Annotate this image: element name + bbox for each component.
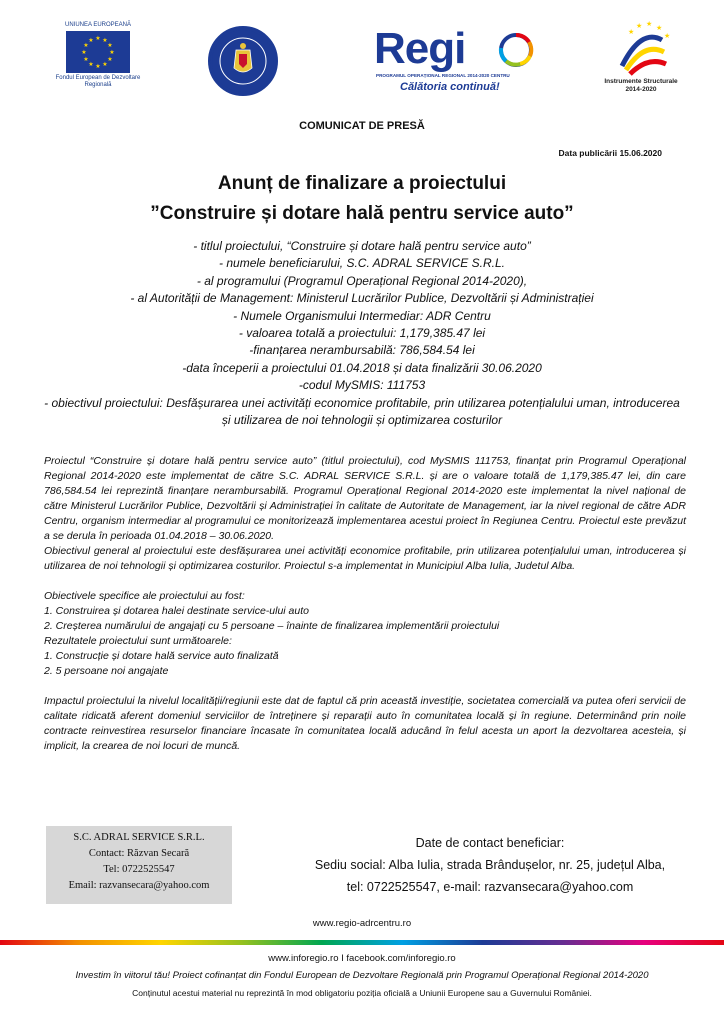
summary-item: - obiectivul proiectului: Desfășurarea unei activități economice profitabile, prin utilizarea potențialului uman, introducerea și utilizarea de noi tehnologii și optimizarea costurilor: [44, 395, 680, 428]
beneficiary-contact-heading: Date de contact beneficiar:: [415, 836, 565, 850]
press-release-label: COMUNICAT DE PRESĂ: [299, 120, 425, 132]
svg-text:★: ★: [102, 37, 108, 44]
objective-item: 2. Creșterea numărului de angajați cu 5 persoane – înainte de finalizarea implementării proiectului: [44, 620, 500, 632]
beneficiary-phone-email: tel: 0722525547, e-mail: razvansecara@yahoo.com: [346, 880, 634, 894]
structural-instruments-logo: [596, 18, 686, 98]
svg-text:★: ★: [83, 42, 89, 49]
svg-text:★: ★: [109, 49, 115, 56]
regio-slogan: Călătoria continuă!: [400, 81, 500, 93]
summary-item: - numele beneficiarului, S.C. ADRAL SERVICE S.R.L.: [219, 256, 505, 271]
summary-item: - valoarea totală a proiectului: 1,179,385.47 lei: [238, 326, 486, 341]
beneficiary-address: Sediu social: Alba Iulia, strada Brândușelor, nr. 25, județul Alba,: [314, 858, 666, 872]
objectives-heading: Obiectivele specifice ale proiectului au fost:: [44, 590, 245, 602]
body-paragraph-3: Impactul proiectului la nivelul localității/regiunii este dat de faptul că prin această investiție, societatea comercială va putea oferi servicii de calitate ridicată aferent domeniul serviciilor de întreținere și reparații auto în comunitatea locală și în regiune. Determinând prin noile contracte reinvestirea resurselor financiare încasate în comunitatea locală aducând în felul acesta un aport la dezvoltarea acesteia, și implicit, la crearea de noi locuri de muncă.: [44, 695, 686, 752]
regio-wordmark: Regi: [374, 24, 466, 73]
svg-text:★: ★: [636, 22, 643, 30]
svg-text:★: ★: [81, 49, 87, 56]
eu-fund-text: Fondul European de Dezvoltare Regională: [55, 75, 141, 88]
regio-website-link[interactable]: www.regio-adrcentru.ro: [312, 918, 412, 929]
body-paragraph-1: Proiectul “Construire și dotare hală pentru service auto” (titlul proiectului), cod MySMIS 111753, finanțat prin Programul Operațional Regional 2014-2020 este implementat de către S.C. ADRAL SERVICE S.R.L. și are o valoare totală de 1,179,385.47 lei, din care 786,584.54 lei reprezintă finanțare nerambursabilă. Programul Operațional Regional 2014-2020 este implementat la nivel național de către Ministerul Lucrărilor Publice, Dezvoltării și Administrației în calitate de Autoritate de Management, iar la nivel regional de către ADR Centru, organism intermediar al programului ce monitorizează implementarea acestui proiect în Regiunea Centru. Proiectul este prevăzut a se derula în perioada 01.04.2018 – 30.06.2020.: [44, 455, 686, 542]
project-summary-list: [40, 238, 684, 429]
eu-logo-top-text: UNIUNEA EUROPEANĂ: [64, 22, 131, 28]
svg-text:★: ★: [646, 20, 653, 28]
contact-company: S.C. ADRAL SERVICE S.R.L.: [73, 832, 205, 843]
summary-item: - titlul proiectului, “Construire și dotare hală pentru service auto”: [193, 239, 531, 253]
structural-instruments-icon: [596, 18, 686, 78]
svg-text:★: ★: [107, 56, 113, 63]
result-item: 1. Construcție și dotare hală service auto finalizată: [44, 650, 279, 662]
svg-text:★: ★: [83, 56, 89, 63]
svg-text:★: ★: [88, 61, 94, 68]
footer-color-bar: [0, 940, 724, 945]
body-text: [44, 454, 686, 754]
results-heading: Rezultatele proiectului sunt următoarele:: [44, 635, 232, 647]
summary-item: - al Autorității de Management: Ministerul Lucrărilor Publice, Dezvoltării și Administrației: [130, 291, 594, 306]
summary-item: - Numele Organismului Intermediar: ADR Centru: [233, 308, 491, 323]
regio-logo: [372, 26, 542, 96]
structural-instruments-caption: Instrumente Structurale 2014-2020: [604, 78, 678, 93]
regio-colorwheel-icon: [498, 32, 534, 68]
summary-item: -data începerii a proiectului 01.04.2018 și data finalizării 30.06.2020: [182, 360, 542, 375]
inforegio-links[interactable]: www.inforegio.ro I facebook.com/inforegio.ro: [268, 953, 456, 964]
publication-date: Data publicării 15.06.2020: [558, 148, 662, 158]
svg-text:★: ★: [656, 24, 663, 32]
summary-item: - al programului (Programul Operațional Regional 2014-2020),: [196, 273, 528, 288]
svg-text:★: ★: [628, 28, 635, 36]
svg-text:★: ★: [107, 42, 113, 49]
title-line-1: Anunț de finalizare a proiectului: [217, 173, 507, 194]
summary-item: -codul MySMIS: 111753: [298, 378, 426, 393]
objective-item: 1. Construirea și dotarea halei destinate service-ului auto: [44, 605, 309, 617]
contact-phone: Tel: 0722525547: [103, 864, 175, 875]
beneficiary-contact: [280, 832, 700, 898]
result-item: 2. 5 persoane noi angajate: [44, 665, 169, 677]
svg-text:★: ★: [95, 35, 101, 42]
eu-flag-icon: [66, 31, 130, 73]
summary-item: -finanțarea nerambursabilă: 786,584.54 lei: [249, 343, 475, 358]
body-paragraph-2: Obiectivul general al proiectului este desfășurarea unei activități economice profitabile, prin utilizarea potențialului uman, introducerea și utilizarea de noi tehnologii și optimizarea costurilor. Proiectul s-a implementat in Municipiul Alba Iulia, Judetul Alba.: [44, 545, 686, 572]
svg-text:★: ★: [102, 61, 108, 68]
contact-person: Contact: Răzvan Secară: [88, 848, 190, 859]
footer-tagline: Investim în viitorul tău! Proiect cofinanțat din Fondul European de Dezvoltare Regională prin Programul Operațional Regional 2014-2020: [75, 970, 649, 981]
government-seal-logo: [208, 26, 278, 96]
title-line-2: ”Construire și dotare hală pentru service auto”: [150, 203, 574, 224]
contact-box: [46, 826, 232, 904]
svg-text:★: ★: [88, 37, 94, 44]
svg-text:★: ★: [95, 63, 101, 70]
regio-subtitle: PROGRAMUL OPERAȚIONAL REGIONAL 2014-2020 CENTRU: [376, 73, 510, 78]
eu-logo: [55, 22, 141, 89]
svg-text:★: ★: [664, 32, 671, 40]
contact-email: Email: razvansecara@yahoo.com: [68, 880, 210, 891]
footer-disclaimer: Conținutul acestui material nu reprezintă în mod obligatoriu poziția oficială a Uniunii Europene sau a Guvernului României.: [132, 988, 592, 998]
